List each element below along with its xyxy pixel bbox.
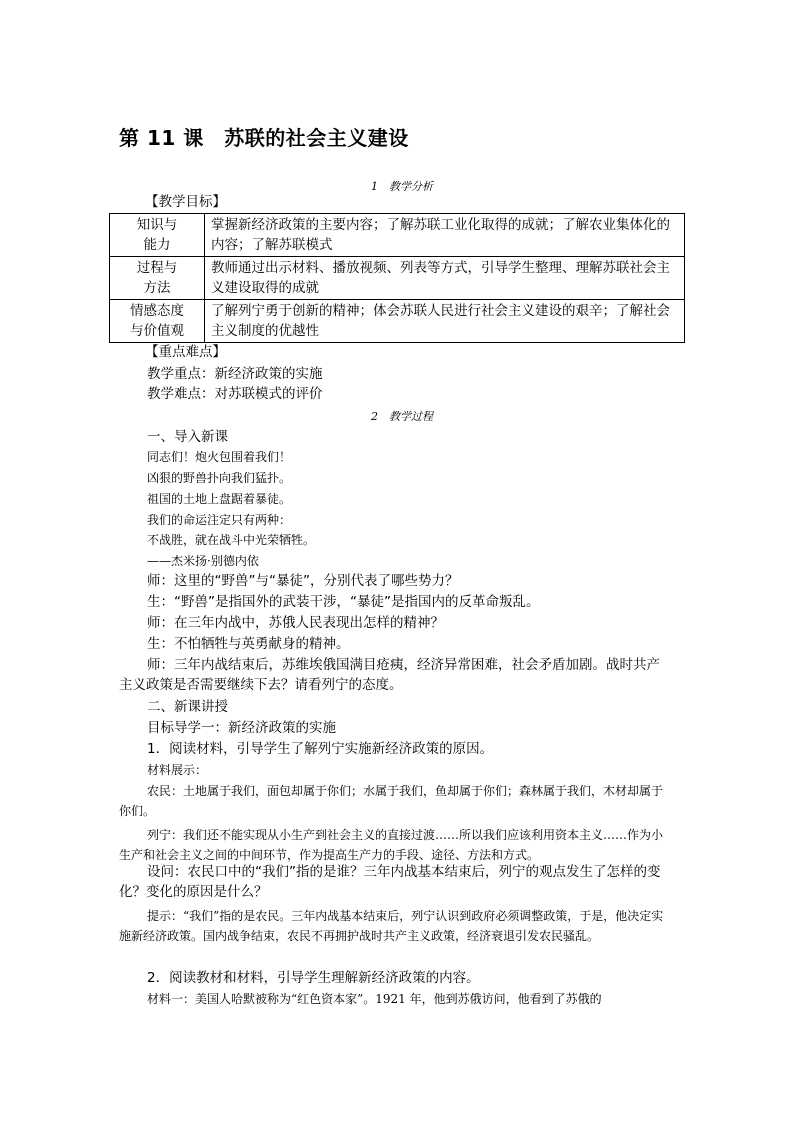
dialog-line: 师：在三年内战中，苏俄人民表现出怎样的精神？: [147, 615, 444, 631]
material-one: 材料一：美国人哈默被称为“红色资本家”。1921 年，他到苏俄访问，他看到了苏俄的: [147, 992, 602, 1006]
poem-line: 不战胜，就在战斗中光荣牺牲。: [147, 533, 316, 547]
lecture-heading: 二、新课讲授: [147, 699, 228, 715]
poem-author: ——杰米扬·别德内依: [147, 554, 259, 568]
goals-heading: 【教学目标】: [145, 194, 226, 210]
intro-heading: 一、导入新课: [147, 429, 228, 445]
lenin-quote: 列宁：我们还不能实现从小生产到社会主义的直接过渡……所以我们应该利用资本主义……作为小生产和社会主义之间的中间环节，作为提高生产力的手段、途径、方法和方式。: [119, 828, 664, 862]
question-paragraph: 设问：农民口中的“我们”指的是谁？三年内战基本结束后，列宁的观点发生了怎样的变化？变化的原因是什么？: [119, 864, 661, 900]
goal-label: 情感态度 与价值观: [110, 300, 205, 343]
key-point: 教学重点：新经济政策的实施: [147, 366, 323, 382]
step-text: 1．阅读材料，引导学生了解列宁实施新经济政策的原因。: [147, 741, 494, 757]
lesson-title: 第 11 课 苏联的社会主义建设: [119, 126, 409, 150]
section-teaching-process: 2 教学过程: [371, 410, 433, 423]
dialog-line: 生：不怕牺牲与英勇献身的精神。: [147, 636, 350, 652]
key-difficult-heading: 【重点难点】: [145, 344, 226, 360]
step-text: 2．阅读教材和材料，引导学生理解新经济政策的内容。: [147, 970, 480, 986]
goal-text: 教师通过出示材料、播放视频、列表等方式，引导学生整理、理解苏联社会主义建设取得的成就: [205, 257, 685, 300]
teaching-goals-table: [109, 213, 685, 343]
goal-label: 过程与 方法: [110, 257, 205, 300]
hint-paragraph: 提示：“我们”指的是农民。三年内战基本结束后，列宁认识到政府必须调整政策，于是，他决定实施新经济政策。国内战争结束，农民不再拥护战时共产主义政策，经济衰退引发农民骚乱。: [119, 909, 664, 943]
poem-line: 凶狠的野兽扑向我们猛扑。: [147, 471, 292, 485]
dialog-line: 生：“野兽”是指国外的武装干涉，“暴徒”是指国内的反革命叛乱。: [147, 594, 540, 610]
teacher-paragraph: 师：三年内战结束后，苏维埃俄国满目疮痍，经济异常困难，社会矛盾加剧。战时共产主义政策是否需要继续下去？请看列宁的态度。: [119, 657, 660, 693]
table-row: [110, 214, 685, 257]
goal-text: 掌握新经济政策的主要内容；了解苏联工业化取得的成就；了解农业集体化的内容；了解苏联模式: [205, 214, 685, 257]
table-row: [110, 300, 685, 343]
farmer-quote: 农民：土地属于我们，面包却属于你们；水属于我们，鱼却属于你们；森林属于我们，木材却属于你们。: [119, 784, 664, 818]
dialog-line: 师：这里的“野兽”与“暴徒”，分别代表了哪些势力？: [147, 573, 459, 589]
poem-line: 我们的命运注定只有两种：: [147, 513, 292, 527]
difficult-point: 教学难点：对苏联模式的评价: [147, 386, 323, 402]
poem-line: 祖国的土地上盘踞着暴徒。: [147, 492, 292, 506]
poem-line: 同志们！炮火包围着我们！: [147, 450, 292, 464]
goal-label: 知识与 能力: [110, 214, 205, 257]
table-row: [110, 257, 685, 300]
goal-text: 了解列宁勇于创新的精神；体会苏联人民进行社会主义建设的艰辛；了解社会主义制度的优越性: [205, 300, 685, 343]
target-heading: 目标导学一：新经济政策的实施: [147, 720, 336, 736]
section-teaching-analysis: 1 教学分析: [371, 180, 433, 193]
material-label: 材料展示：: [147, 763, 208, 777]
